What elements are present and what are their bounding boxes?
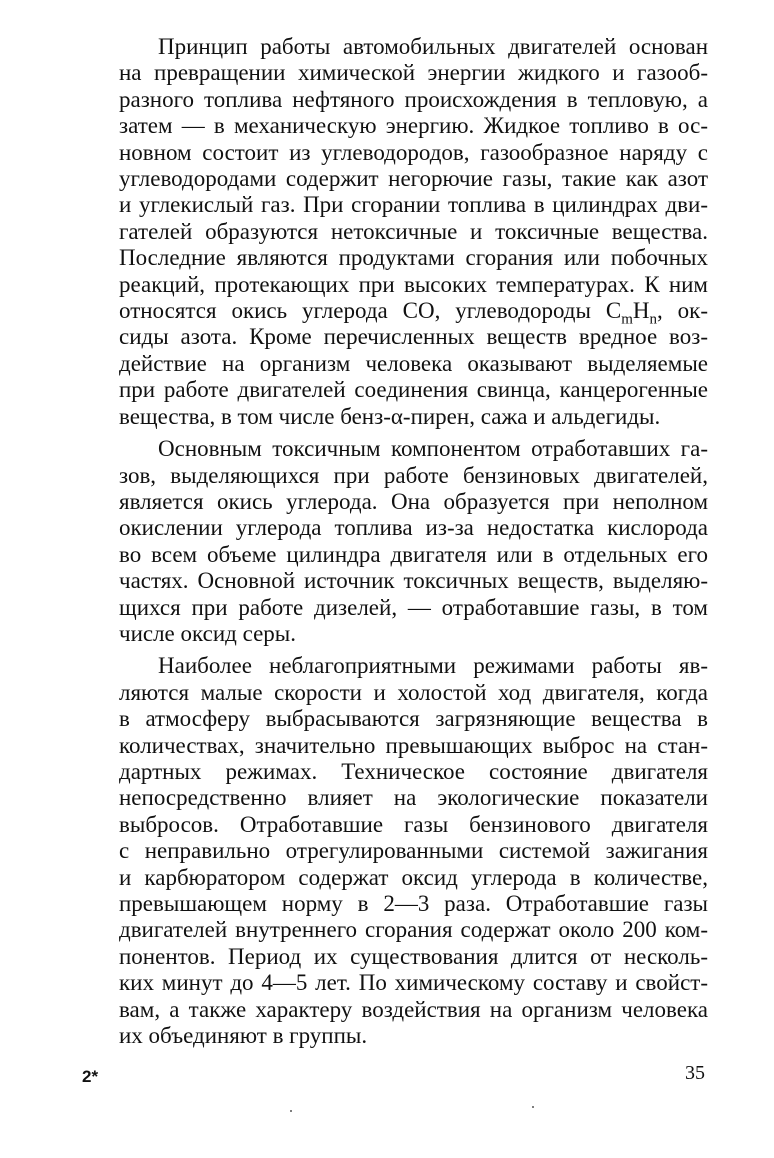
text-line: сиды азота. Кроме перечисленных веществ вредное воз- <box>119 324 708 350</box>
text-line: их объединяют в группы. <box>119 1023 368 1049</box>
text-line: Основным токсичным компонентом отработавших га- <box>158 436 708 462</box>
text-line: количествах, значительно превышающих выброс на стан- <box>119 732 708 758</box>
text-line: вещества, в том числе бенз-α-пирен, сажа и альдегиды. <box>119 403 661 429</box>
text-line: в атмосферу выбрасываются загрязняющие вещества в <box>119 706 708 732</box>
text-line: реакций, протекающих при высоких температурах. К ним <box>119 271 708 297</box>
text-line: частях. Основной источник токсичных веществ, выделяю- <box>119 568 708 594</box>
text-line: гателей образуются нетоксичные и токсичные вещества. <box>119 218 708 244</box>
text-line: зов, выделяющихся при работе бензиновых двигателей, <box>119 462 708 488</box>
text-line: окислении углерода топлива из-за недостатка кислорода <box>119 515 708 541</box>
text-line: углеводородами содержит негорючие газы, такие как азот <box>119 166 708 192</box>
text-line: и карбюратором содержат оксид углерода в количестве, <box>119 864 708 890</box>
scan-speck <box>532 1106 534 1108</box>
text-line: дартных режимах. Техническое состояние двигателя <box>119 758 708 784</box>
text-line: во всем объеме цилиндра двигателя или в отдельных его <box>119 541 708 567</box>
text-line: с неправильно отрегулированными системой зажигания <box>119 838 708 864</box>
page-number: 35 <box>685 1062 705 1084</box>
page-body <box>80 34 708 1049</box>
text-line: понентов. Период их существования длится от несколь- <box>119 943 708 969</box>
text-line: и углекислый газ. При сгорании топлива в цилиндрах дви- <box>119 192 708 218</box>
text-line: является окись углерода. Она образуется при неполном <box>119 488 708 514</box>
text-line: Последние являются продуктами сгорания или побочных <box>119 245 708 271</box>
text-line: непосредственно влияет на экологические показатели <box>119 785 708 811</box>
text-line: Принцип работы автомобильных двигателей основан <box>158 34 708 59</box>
text-line: при работе двигателей соединения свинца, канцерогенные <box>119 377 708 403</box>
text-line: разного топлива нефтяного происхождения в тепловую, а <box>119 86 708 112</box>
text-line: новном состоит из углеводородов, газообразное наряду с <box>119 139 708 165</box>
text-line: щихся при работе дизелей, — отработавшие газы, в том <box>119 594 708 620</box>
text-line: затем — в механическую энергию. Жидкое топливо в ос- <box>119 113 708 139</box>
paragraph-2 <box>80 436 708 647</box>
signature-mark: 2* <box>82 1067 99 1086</box>
text-line: ляются малые скорости и холостой ход двигателя, когда <box>119 679 708 705</box>
text-line: вам, а также характеру воздействия на организм человека <box>119 996 708 1022</box>
text-line: ких минут до 4—5 лет. По химическому составу и свойст- <box>119 970 708 996</box>
text-line: выбросов. Отработавшие газы бензинового двигателя <box>119 811 708 837</box>
text-line: числе оксид серы. <box>119 620 296 646</box>
paragraph-3 <box>80 653 708 1049</box>
text-line: на превращении химической энергии жидкого и газооб- <box>119 60 708 86</box>
text-line: действие на организм человека оказывают выделяемые <box>119 350 708 376</box>
paragraph-1 <box>80 34 708 430</box>
scan-speck <box>290 1110 292 1112</box>
text-line: превышающем норму в 2—3 раза. Отработавшие газы <box>119 891 708 916</box>
text-line: двигателей внутреннего сгорания содержат около 200 ком- <box>119 917 708 943</box>
text-line: Наиболее неблагоприятными режимами работы яв- <box>158 653 708 679</box>
text-line: относятся окись углерода CO, углеводороды $C_mH_n$, ок- <box>119 298 708 328</box>
